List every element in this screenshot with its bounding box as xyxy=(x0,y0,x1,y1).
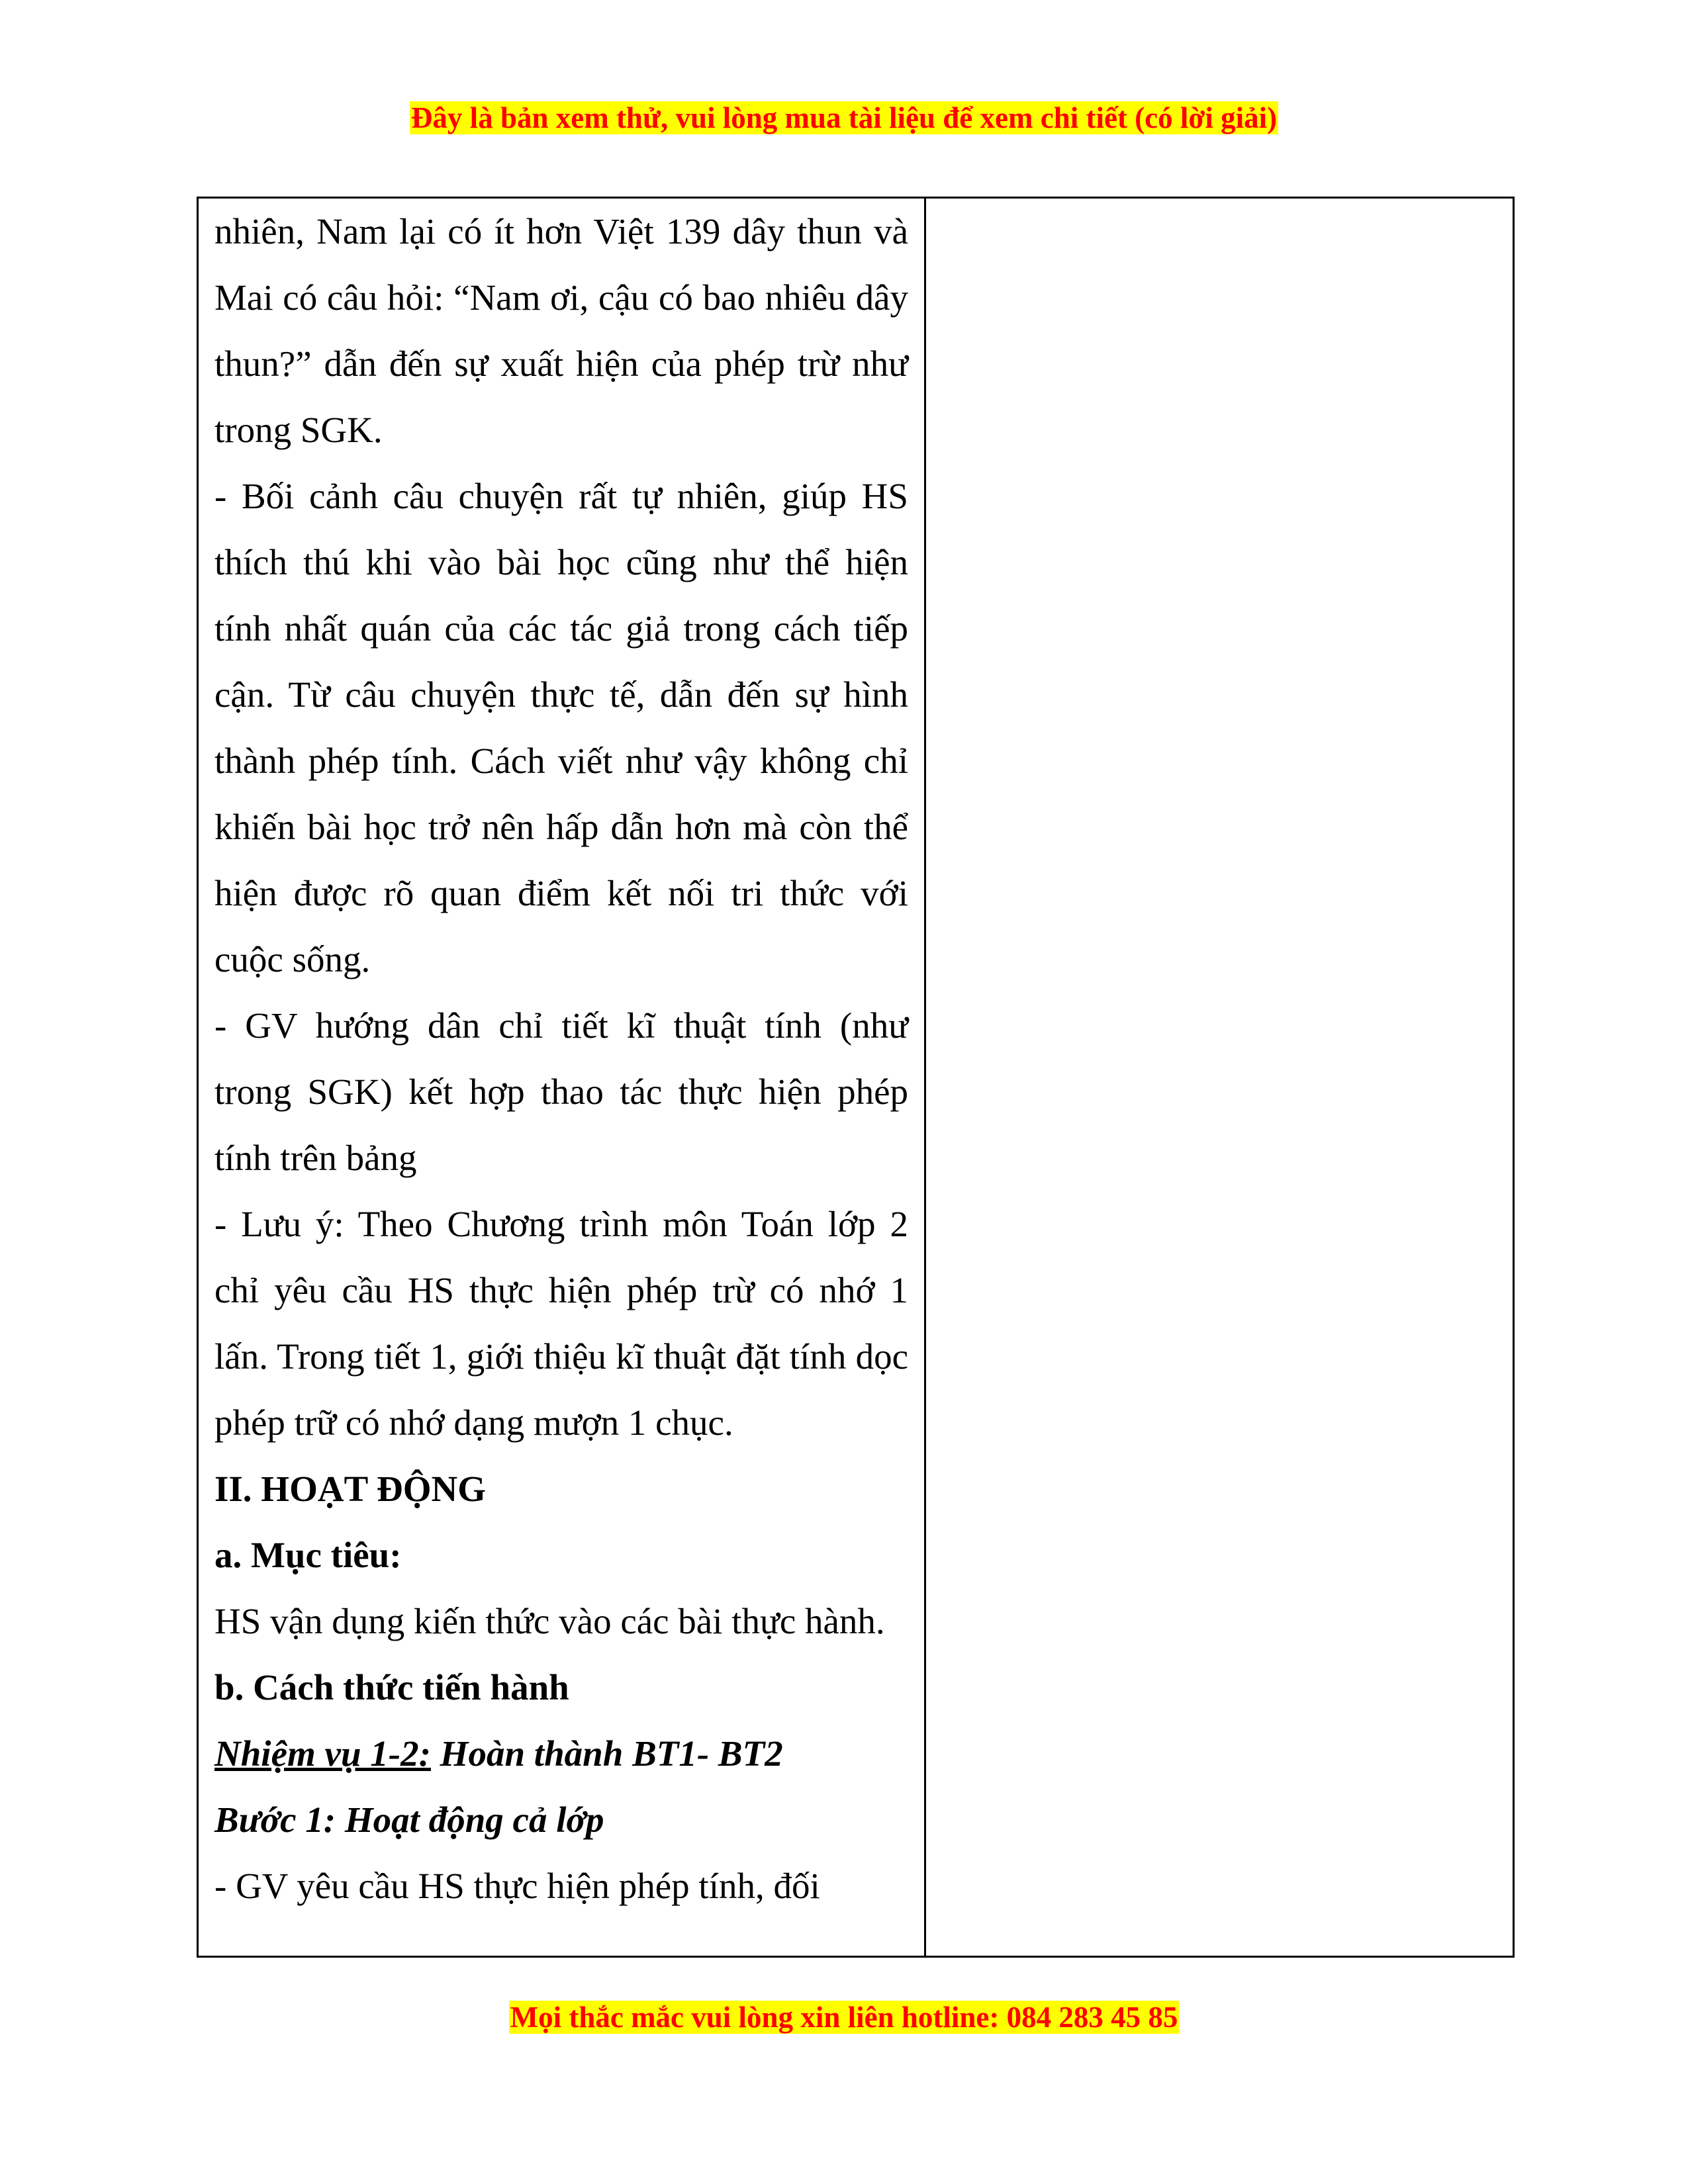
goal-text: HS vận dụng kiến thức vào các bài thực hành. xyxy=(214,1601,885,1641)
activity-heading: II. HOẠT ĐỘNG xyxy=(214,1469,487,1509)
guide-paragraph: - GV hướng dân chỉ tiết kĩ thuật tính (như trong SGK) kết hợp thao tác thực hiện phép tính trên bảng xyxy=(214,1005,908,1178)
preview-notice-text: Đây là bản xem thử, vui lòng mua tài liệu để xem chi tiết (có lời giải) xyxy=(410,101,1278,134)
task-heading xyxy=(214,1721,908,1787)
method-heading: b. Cách thức tiến hành xyxy=(214,1667,569,1707)
note-paragraph: - Lưu ý: Theo Chương trình môn Toán lớp 2 chỉ yêu cầu HS thực hiện phép trừ có nhớ 1 lấn. Trong tiết 1, giới thiệu kĩ thuật đặt tính dọc phép trữ có nhớ dạng mượn 1 chục. xyxy=(214,1204,908,1443)
student-activity-column xyxy=(926,199,1513,1956)
hotline-banner xyxy=(0,1997,1688,2037)
teacher-activity-column xyxy=(199,199,926,1956)
preview-notice-banner xyxy=(0,98,1688,138)
lesson-table xyxy=(197,197,1515,1958)
instruction-paragraph: - GV yêu cầu HS thực hiện phép tính, đối xyxy=(214,1866,820,1906)
task-label: Nhiệm vụ 1-2: xyxy=(214,1733,431,1774)
hotline-text: Mọi thắc mắc vui lòng xin liên hotline: 084 283 45 85 xyxy=(510,2001,1178,2034)
context-paragraph: - Bối cảnh câu chuyện rất tự nhiên, giúp HS thích thú khi vào bài học cũng như thể hiện tính nhất quán của các tác giả trong cách tiếp cận. Từ câu chuyện thực tế, dẫn đến sự hình thành phép tính. Cách viết như vậy không chỉ khiến bài học trở nên hấp dẫn hơn mà còn thể hiện được rõ quan điểm kết nối tri thức với cuộc sống. xyxy=(214,476,908,979)
story-paragraph: nhiên, Nam lại có ít hơn Việt 139 dây thun và Mai có câu hỏi: “Nam ơi, cậu có bao nhiêu dây thun?” dẫn đến sự xuất hiện của phép trừ như trong SGK. xyxy=(214,211,908,450)
goal-heading: a. Mục tiêu: xyxy=(214,1535,402,1575)
step-heading: Bước 1: Hoạt động cả lớp xyxy=(214,1799,604,1840)
task-text: Hoàn thành BT1- BT2 xyxy=(430,1733,783,1774)
